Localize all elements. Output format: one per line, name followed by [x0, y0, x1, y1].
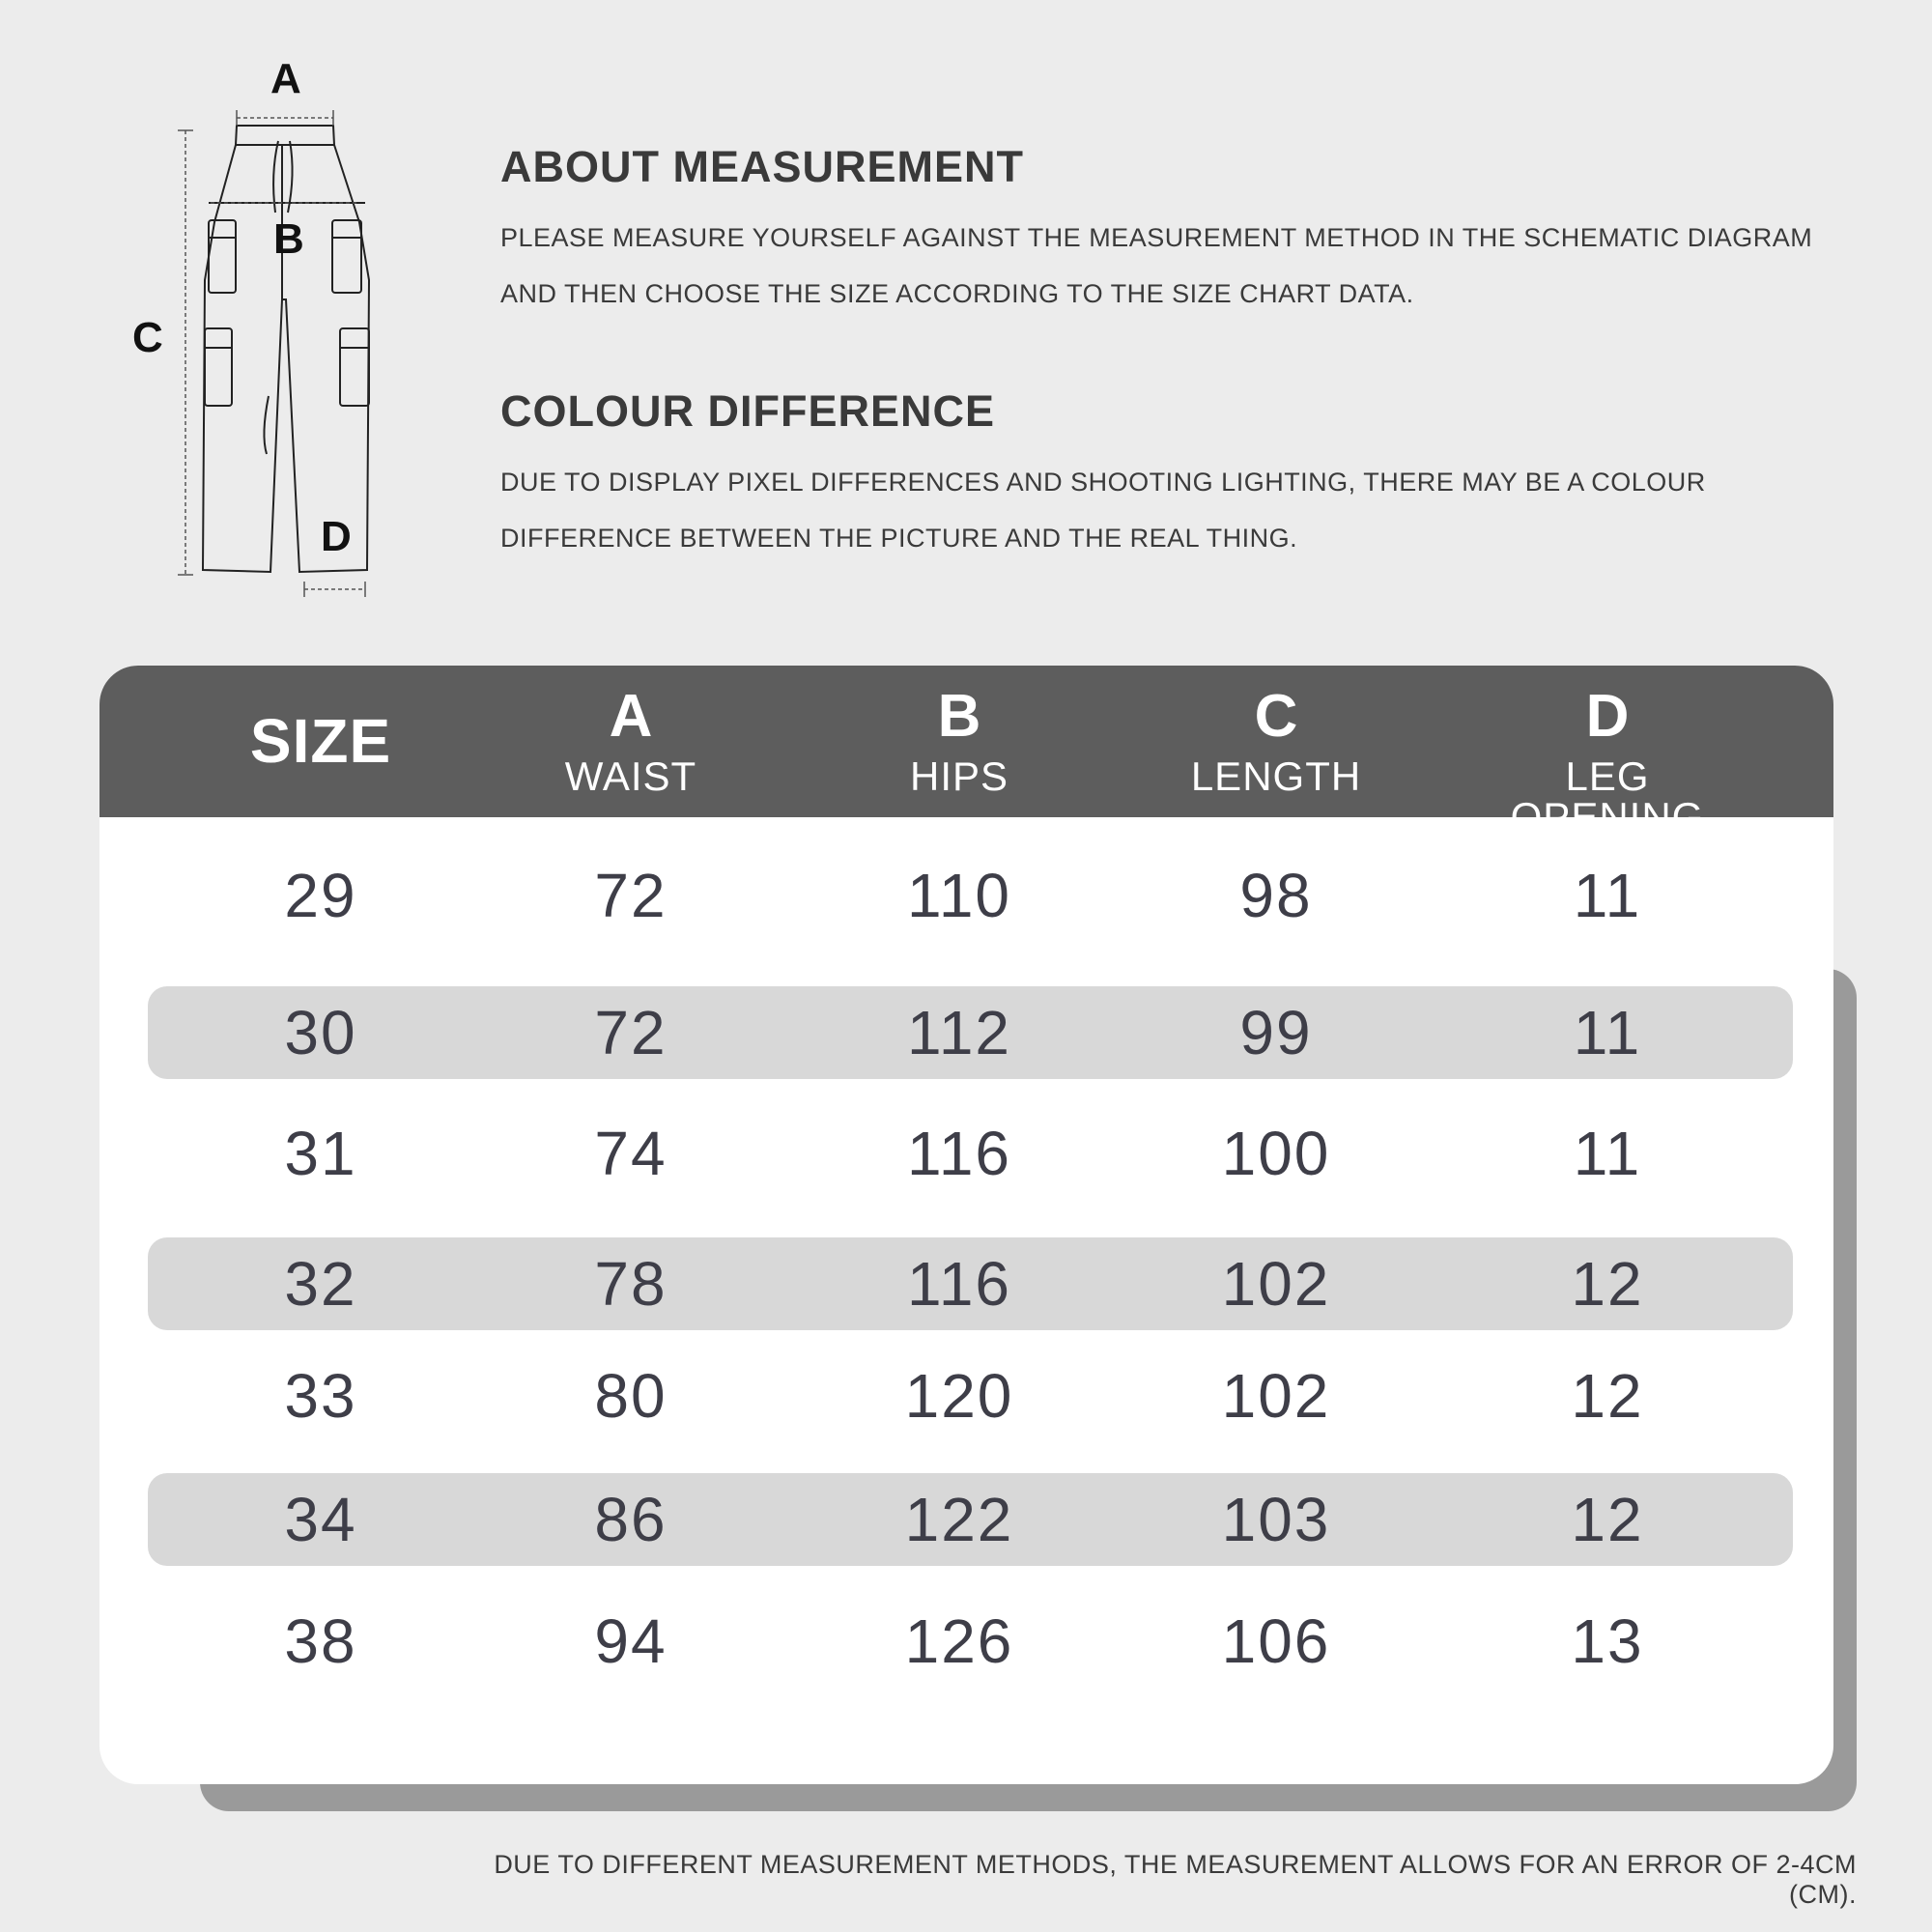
cell-leg-opening: 11 [1573, 1119, 1642, 1188]
cell-hips: 110 [906, 861, 1012, 930]
cell-size: 34 [284, 1485, 357, 1554]
header-waist-letter: A [609, 683, 653, 750]
diagram-label-c: C [132, 314, 163, 361]
cell-size: 32 [284, 1249, 357, 1319]
cell-leg-opening: 12 [1571, 1361, 1644, 1431]
cell-size: 30 [284, 998, 357, 1067]
cell-waist: 94 [594, 1606, 668, 1676]
about-measurement-text: PLEASE MEASURE YOURSELF AGAINST THE MEASUREMENT METHOD IN THE SCHEMATIC DIAGRAM AND THEN CHOOSE THE SIZE ACCORDING TO THE SIZE CHART DATA. [500, 223, 1813, 308]
cell-leg-opening: 12 [1571, 1485, 1644, 1554]
measurement-error-note: DUE TO DIFFERENT MEASUREMENT METHODS, THE MEASUREMENT ALLOWS FOR AN ERROR OF 2-4CM (CM). [494, 1850, 1857, 1909]
header-length-letter: C [1254, 683, 1298, 750]
cell-size: 31 [284, 1119, 357, 1188]
diagram-label-a: A [270, 55, 301, 102]
cell-hips: 116 [906, 1119, 1012, 1188]
cell-length: 98 [1239, 861, 1313, 930]
cell-leg-opening: 13 [1571, 1606, 1644, 1676]
cell-size: 38 [284, 1606, 357, 1676]
diagram-label-d: D [321, 513, 352, 560]
about-measurement-title: ABOUT MEASUREMENT [500, 142, 1024, 191]
cell-length: 99 [1239, 998, 1313, 1067]
colour-difference-section [500, 386, 1833, 566]
cell-waist: 72 [594, 861, 668, 930]
cell-size: 29 [284, 861, 357, 930]
cell-leg-opening: 11 [1573, 861, 1642, 930]
cell-hips: 122 [904, 1485, 1014, 1554]
header-hips-letter: B [937, 683, 981, 750]
cell-waist: 72 [594, 998, 668, 1067]
cell-length: 103 [1221, 1485, 1331, 1554]
header-hips [910, 666, 1009, 817]
header-waist [565, 666, 696, 817]
header-leg-opening-letter: D [1585, 683, 1630, 750]
cell-length: 100 [1221, 1119, 1331, 1188]
table-header [99, 666, 1833, 839]
table-row [148, 849, 1793, 942]
cell-waist: 74 [594, 1119, 668, 1188]
header-leg-opening [1494, 666, 1720, 839]
cell-waist: 80 [594, 1361, 668, 1431]
colour-difference-text: DUE TO DISPLAY PIXEL DIFFERENCES AND SHOOTING LIGHTING, THERE MAY BE A COLOUR DIFFERENCE BETWEEN THE PICTURE AND THE REAL THING. [500, 468, 1706, 553]
cell-waist: 86 [594, 1485, 668, 1554]
table-row [148, 986, 1793, 1079]
cell-length: 106 [1221, 1606, 1331, 1676]
header-waist-label: WAIST [564, 753, 697, 799]
about-measurement-section [500, 142, 1833, 322]
pants-diagram [116, 48, 396, 609]
table-row [148, 1237, 1793, 1330]
table-row [148, 1107, 1793, 1200]
cell-leg-opening: 11 [1573, 998, 1642, 1067]
cell-size: 33 [284, 1361, 357, 1431]
cell-length: 102 [1221, 1249, 1331, 1319]
header-length [1191, 666, 1361, 817]
table-row [148, 1473, 1793, 1566]
table-row [148, 1595, 1793, 1688]
table-row [148, 1350, 1793, 1442]
cell-leg-opening: 12 [1571, 1249, 1644, 1319]
cell-hips: 120 [904, 1361, 1014, 1431]
header-hips-label: HIPS [909, 753, 1009, 799]
colour-difference-title: COLOUR DIFFERENCE [500, 386, 995, 436]
cell-hips: 112 [906, 998, 1012, 1067]
cell-waist: 78 [594, 1249, 668, 1319]
cell-hips: 126 [904, 1606, 1014, 1676]
header-length-label: LENGTH [1190, 753, 1362, 799]
cell-length: 102 [1221, 1361, 1331, 1431]
diagram-label-b: B [273, 215, 304, 263]
header-size: SIZE [249, 706, 392, 776]
cell-hips: 116 [906, 1249, 1012, 1319]
size-table [99, 666, 1833, 1784]
header-leg-opening-label: LEG OPENING [1510, 753, 1705, 839]
